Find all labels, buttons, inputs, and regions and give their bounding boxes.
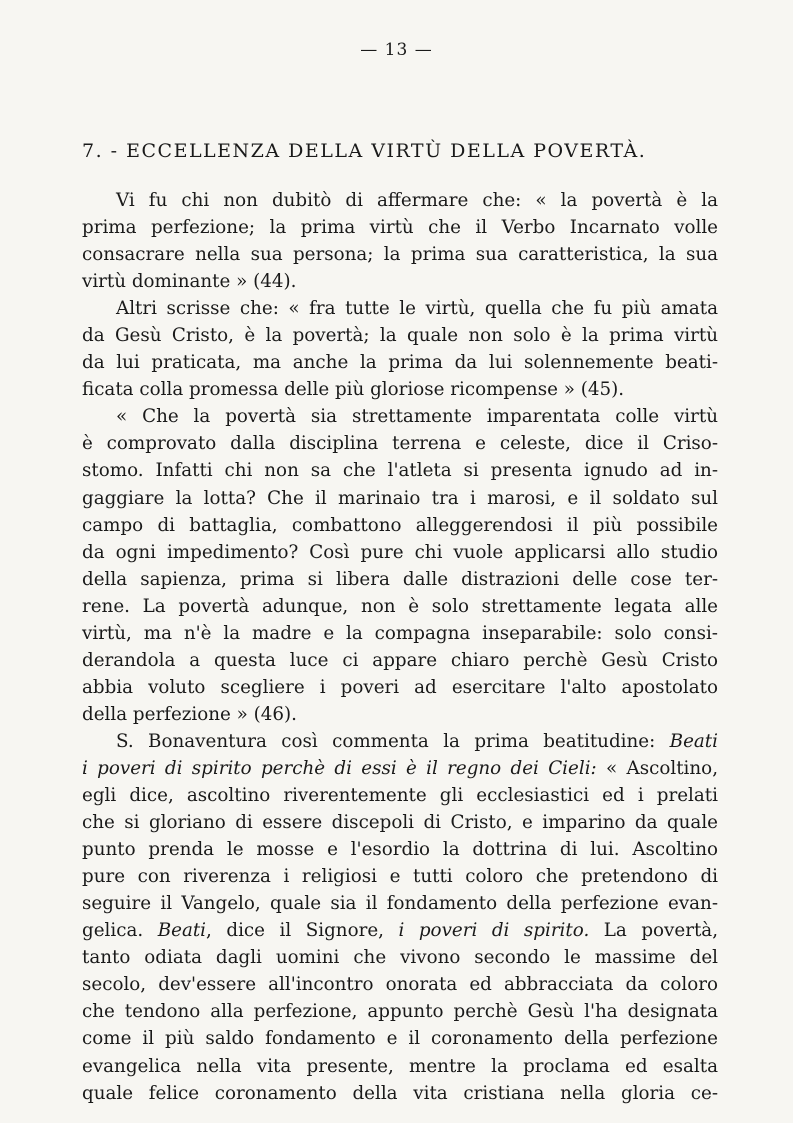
text-line: virtù dominante » (44). [82,271,297,293]
text-line: derandola a questa luce ci appare chiaro perchè Gesù Cristo [82,649,718,671]
text-line: Vi fu chi non dubitò di affermare che: « la povertà è la [116,190,718,211]
text-line: Altri scrisse che: « fra tutte le virtù, quella che fu più amata [116,298,718,320]
text-line: consacrare nella sua persona; la prima sua caratteristica, la sua [82,244,718,266]
text-line: della sapienza, prima si libera dalle distrazioni delle cose ter- [82,568,718,590]
page-number: — 13 — [360,40,433,60]
section-heading: 7. - ECCELLENZA DELLA VIRTÙ DELLA POVERTÀ. [82,140,647,162]
text-line: da Gesù Cristo, è la povertà; la quale non solo è la prima virtù [82,325,718,347]
italic-run: Beati [157,920,207,942]
text-line: rene. La povertà adunque, non è solo strettamente legata alle [82,595,718,617]
text-line: prima perfezione; la prima virtù che il Verbo Incarnato volle [82,217,718,239]
text-line: gaggiare la lotta? Che il marinaio tra i marosi, e il soldato sul [82,487,718,509]
text-line: è comprovato dalla disciplina terrena e celeste, dice il Criso- [82,433,718,455]
text-run: S. Bonaventura così commenta la prima beatitudine: [116,730,670,752]
italic-run: i poveri di spirito. [398,920,590,942]
italic-run: i poveri di spirito perchè di essi è il regno dei Cieli: [82,757,597,779]
text-run: gelica. [82,920,158,942]
text-line: pure con riverenza i religiosi e tutti coloro che pretendono di [82,866,718,888]
text-line: tanto odiata dagli uomini che vivono secondo le massime del [82,947,718,969]
text-line: come il più saldo fondamento e il coronamento della perfezione [82,1028,718,1050]
text-line: che si gloriano di essere discepoli di Cristo, e imparino da quale [82,812,718,834]
text-run: « Ascoltino, [596,757,719,779]
body-text [82,187,718,1107]
text-line: da ogni impedimento? Così pure chi vuole applicarsi allo studio [82,541,718,563]
italic-run: Beati [669,730,718,752]
text-run: La povertà, [589,920,719,942]
text-line: evangelica nella vita presente, mentre la proclama ed esalta [82,1055,718,1077]
text-line: da lui praticata, ma anche la prima da lui solennemente beati- [82,352,718,374]
text-line: secolo, dev'essere all'incontro onorata ed abbracciata da coloro [82,974,718,996]
text-line: « Che la povertà sia strettamente imparentata colle virtù [116,406,718,428]
text-line: campo di battaglia, combattono alleggerendosi il più possibile [82,514,718,536]
text-line: stomo. Infatti chi non sa che l'atleta si presenta ignudo ad in- [82,460,718,482]
text-line: ficata colla promessa delle più gloriose ricompense » (45). [82,379,625,401]
text-line: seguire il Vangelo, quale sia il fondamento della perfezione evan- [82,893,718,915]
text-line [82,728,718,755]
text-line: egli dice, ascoltino riverentemente gli ecclesiastici ed i prelati [82,785,718,807]
text-line: punto prenda le mosse e l'esordio la dottrina di lui. Ascoltino [82,839,718,861]
text-run: , dice il Signore, [206,920,399,942]
text-line: della perfezione » (46). [82,703,297,725]
text-line: quale felice coronamento della vita cristiana nella gloria ce- [82,1082,718,1104]
text-line: virtù, ma n'è la madre e la compagna inseparabile: solo consi- [82,622,718,644]
text-line [82,917,718,944]
text-line: che tendono alla perfezione, appunto perchè Gesù l'ha designata [82,1001,718,1023]
text-line: abbia voluto scegliere i poveri ad esercitare l'alto apostolato [82,676,718,698]
text-line [82,755,718,782]
